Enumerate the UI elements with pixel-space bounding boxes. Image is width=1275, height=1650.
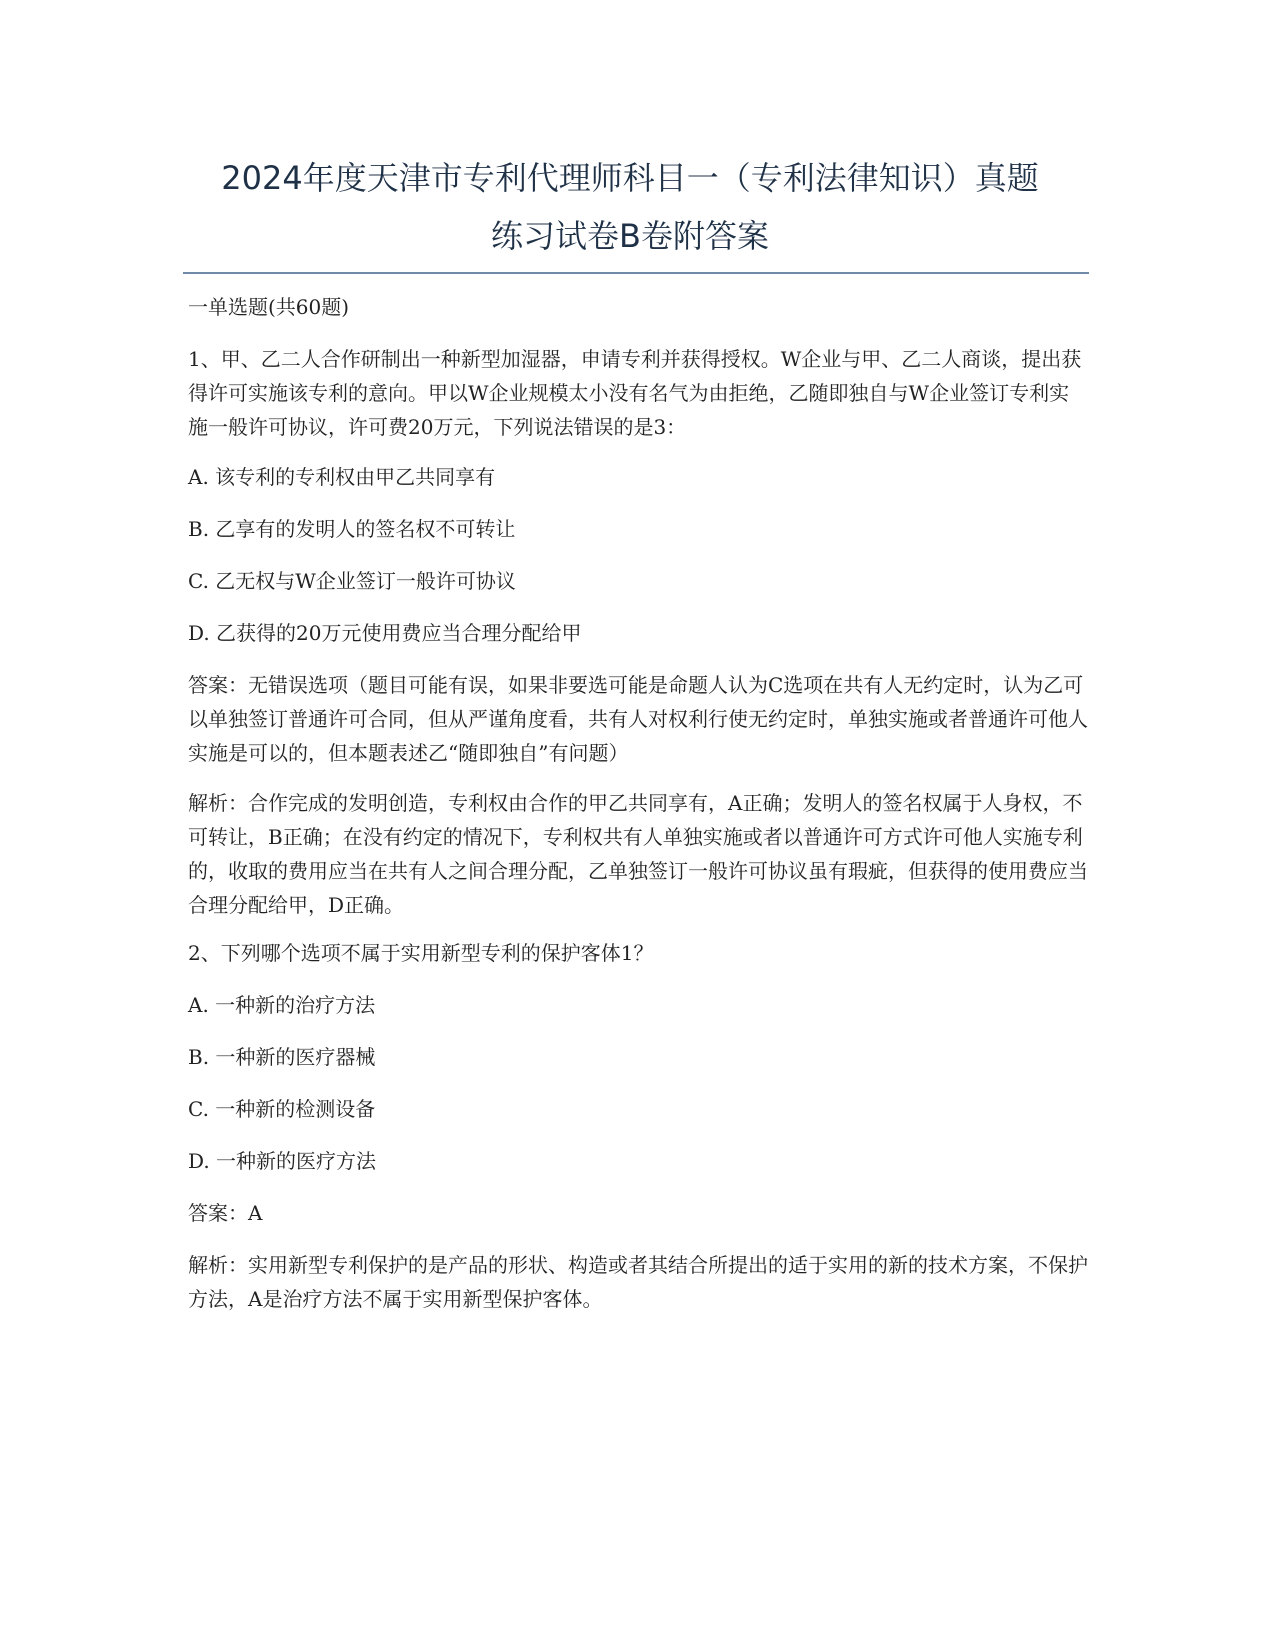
document-title-line-2: 练习试卷B卷附答案 [491,217,769,255]
question-1-option-b: B. 乙享有的发明人的签名权不可转让 [188,517,516,541]
question-2-option-d: D. 一种新的医疗方法 [188,1149,377,1173]
question-1-option-c: C. 乙无权与W企业签订一般许可协议 [188,569,516,593]
question-1-stem: 1、甲、乙二人合作研制出一种新型加湿器，申请专利并获得授权。W企业与甲、乙二人商谈，提出获得许可实施该专利的意向。甲以W企业规模太小没有名气为由拒绝，乙随即独自与W企业签订专利实施一般许可协议，许可费20万元，下列说法错误的是3： [188,347,1082,439]
question-1-option-a: A. 该专利的专利权由甲乙共同享有 [188,465,496,489]
question-2-option-a: A. 一种新的治疗方法 [188,993,376,1017]
section-header: 一单选题(共60题) [188,295,350,319]
question-2-answer: 答案：A [188,1201,263,1225]
question-1-analysis: 解析：合作完成的发明创造，专利权由合作的甲乙共同享有，A正确；发明人的签名权属于人身权，不可转让，B正确；在没有约定的情况下，专利权共有人单独实施或者以普通许可方式许可他人实施专利的，收取的费用应当在共有人之间合理分配，乙单独签订一般许可协议虽有瑕疵，但获得的使用费应当合理分配给甲，D正确。 [188,791,1088,917]
question-2-stem: 2、下列哪个选项不属于实用新型专利的保护客体1？ [188,941,654,965]
question-2-option-c: C. 一种新的检测设备 [188,1097,376,1121]
question-1-answer: 答案：无错误选项（题目可能有误，如果非要选可能是命题人认为C选项在共有人无约定时，认为乙可以单独签订普通许可合同，但从严谨角度看，共有人对权利行使无约定时，单独实施或者普通许可他人实施是可以的，但本题表述乙“随即独自”有问题） [188,673,1088,765]
title-divider [183,272,1089,274]
question-1-option-d: D. 乙获得的20万元使用费应当合理分配给甲 [188,621,582,645]
question-2-analysis: 解析：实用新型专利保护的是产品的形状、构造或者其结合所提出的适于实用的新的技术方案，不保护方法，A是治疗方法不属于实用新型保护客体。 [188,1253,1088,1311]
document-title-line-1: 2024年度天津市专利代理师科目一（专利法律知识）真题 [221,159,1039,197]
question-2-option-b: B. 一种新的医疗器械 [188,1045,376,1069]
